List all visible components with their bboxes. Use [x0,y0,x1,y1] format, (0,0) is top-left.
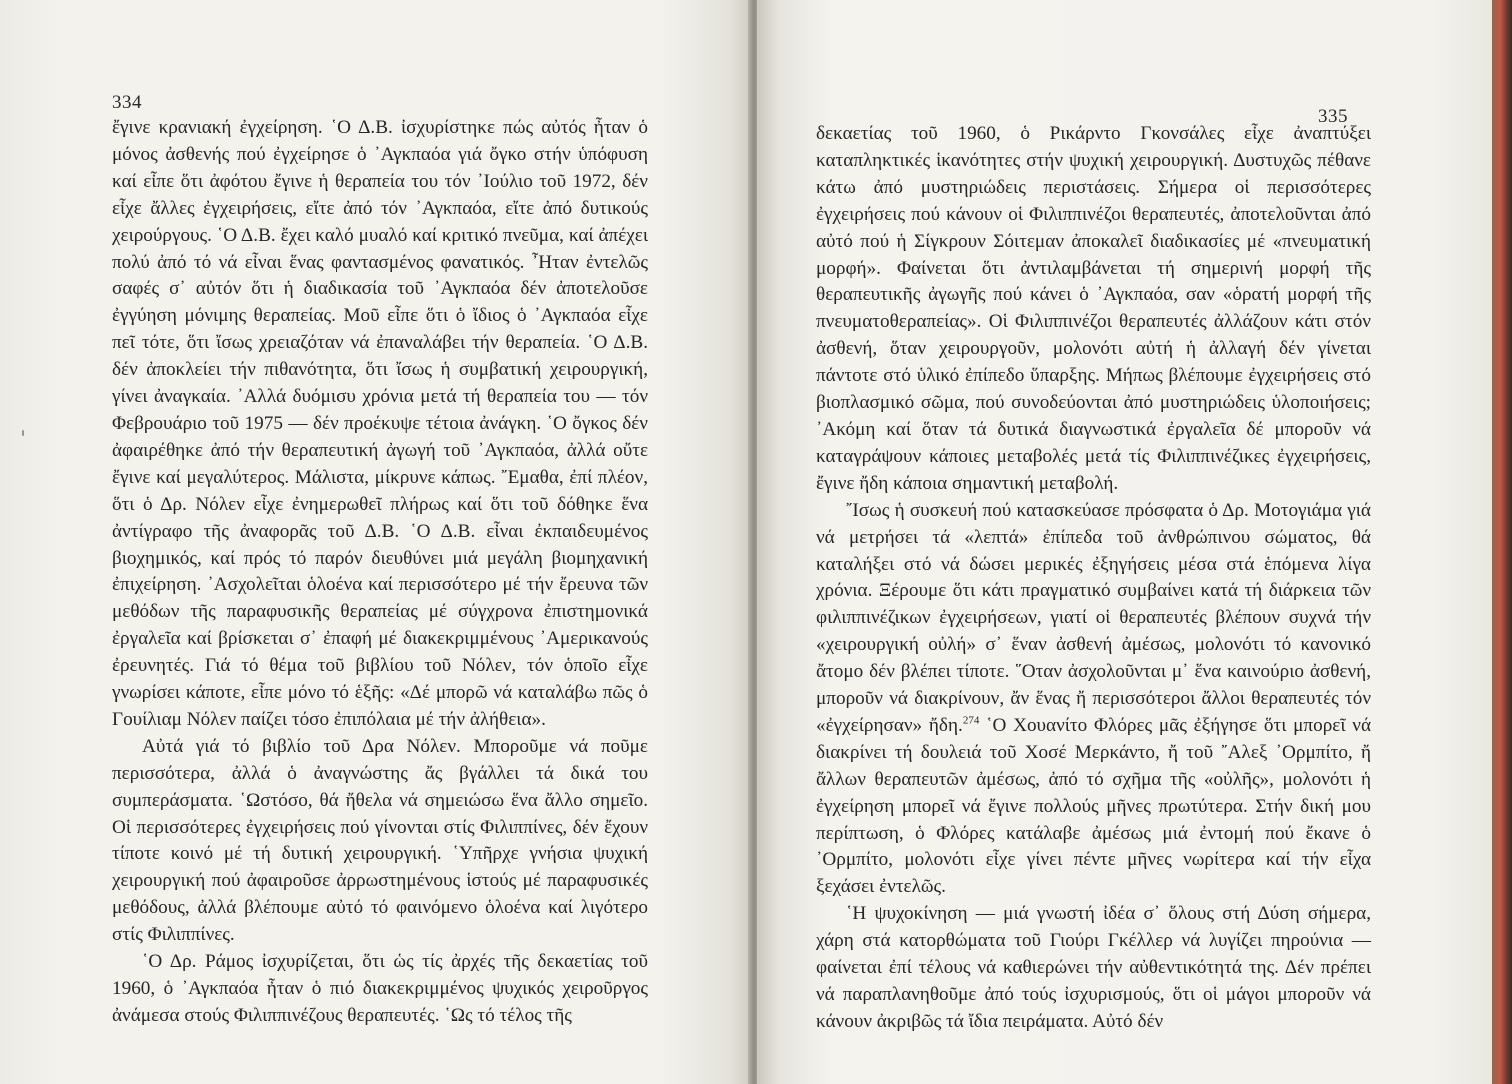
page-speck [22,430,24,436]
right-paragraph-3: ῾Η ψυχοκίνηση — μιά γνωστή ἰδέα σ᾿ ὅλους στή Δύση σήμερα, χάρη στά κατορθώματα τοῦ Γιούρι Γκέλλερ νά λυγίζει πηρούνια — φαίνεται ἐπί τέλους νά καθιερώνει τήν αὐθεντικότητά της. Δέν πρέπει νά παραπλανηθοῦμε ἀπό τούς ἰσχυρισμούς, ὅτι οἱ μάγοι μποροῦν νά κάνουν ἀκριβῶς τά ἴδια πειράματα. Αὐτό δέν [816,903,1371,1032]
footnote-reference: 274 [962,714,980,727]
left-page-number: 334 [112,92,142,113]
left-paragraph-1: ἔγινε κρανιακή ἐγχείρηση. ῾Ο Δ.Β. ἰσχυρίστηκε πώς αὐτός ἦταν ὁ μόνος ἀσθενής πού ἐγχείρησε ὁ ᾿Αγκπαόα γιά ὄγκο στήν ὑπόφυση καί εἶπε ὅτι ἀφότου ἔγινε ἡ θεραπεία του τόν ᾿Ιούλιο τοῦ 1972, δέν εἶχε ἄλλες ἐγχειρήσεις, εἴτε ἀπό τόν ᾿Αγκπαόα, εἴτε ἀπό δυτικούς χειρούργους. ῾Ο Δ.Β. ἔχει καλό μυαλό καί κριτικό πνεῦμα, καί ἀπέχει πολύ ἀπό τό νά εἶναι ἕνας φαντασμένος φανατικός. ῏Ηταν ἐντελῶς σαφές σ᾿ αὐτόν ὅτι ἡ διαδικασία τοῦ ᾿Αγκπαόα δέν ἀποτελοῦσε ἐγγύηση μόνιμης θεραπείας. Μοῦ εἶπε ὅτι ὁ ἴδιος ὁ ᾿Αγκπαόα εἶχε πεῖ τότε, ὅτι ἴσως χρειαζόταν νά ἐπαναλάβει τήν θεραπεία. ῾Ο Δ.Β. δέν ἀποκλείει τήν πιθανότητα, ὅτι ἴσως ἡ συμβατική χειρουργική, γίνει ἀναγκαία. ᾿Αλλά δυόμισυ χρόνια μετά τή θεραπεία του — τόν Φεβρουάριο τοῦ 1975 — δέν προέκυψε τέτοια ἀνάγκη. ῾Ο ὄγκος δέν ἀφαιρέθηκε ἀπό τήν θεραπευτική ἀγωγή τοῦ ᾿Αγκπαόα, ἀλλά οὔτε ἔγινε καί μεγαλύτερος. Μάλιστα, μίκρυνε κάπως. ῎Εμαθα, ἐπί πλέον, ὅτι ὁ Δρ. Νόλεν εἶχε ἐνημερωθεῖ πλήρως καί ὅτι τοῦ δόθηκε ἕνα ἀντίγραφο τῆς ἀναφορᾶς τοῦ Δ.Β. ῾Ο Δ.Β. εἶναι ἐκπαιδευμένος βιοχημικός, καί πρός τό παρόν διευθύνει μιά μεγάλη βιομηχανική ἐπιχείρηση. ᾿Ασχολεῖται ὁλοένα καί περισσότερο μέ τήν ἔρευνα τῶν μεθόδων τῆς παραφυσικῆς θεραπείας μέ σύγχρονα ἐπιστημονικά ἐργαλεῖα καί βρίσκεται σ᾿ ἐπαφή μέ διακεκριμμένους ᾿Αμερικανούς ἐρευνητές. Γιά τό θέμα τοῦ βιβλίου τοῦ Νόλεν, τόν ὁποῖο εἶχε γνωρίσει κάποτε, εἶπε μόνο τό ἑξῆς: «Δέ μπορῶ νά καταλάβω πῶς ὁ Γουίλιαμ Νόλεν παίζει τόσο ἐπιπόλαια μέ τήν ἀλήθεια». [112,117,648,730]
right-page [757,0,1492,1084]
left-paragraph-3: ῾Ο Δρ. Ράμος ἰσχυρίζεται, ὅτι ὡς τίς ἀρχές τῆς δεκαετίας τοῦ 1960, ὁ ᾿Αγκπαόα ἦταν ὁ πιό διακεκριμμένος ψυχικός χειροῦργος ἀνάμεσα στούς Φιλιππινέζους θεραπευτές. ῾Ως τό τέλος τῆς [112,951,648,1026]
right-page-text [816,121,1371,1036]
right-paragraph-2b-text: ῾Ο Χουανίτο Φλόρες μᾶς ἐξήγησε ὅτι μπορεῖ νά διακρίνει τή δουλειά τοῦ Χοσέ Μερκάντο, ἤ τοῦ ῎Αλεξ ᾿Ορμπίτο, ἤ ἄλλων θεραπευτῶν ἀμέσως, ἀπό τό σχῆμα τῆς «οὐλῆς», μολονότι ἡ ἐγχείρηση μπορεῖ νά ἔγινε πολλούς μῆνες πρωτύτερα. Στήν δική μου περίπτωση, ὁ Φλόρες κατάλαβε ἀμέσως μιά ἐντομή πού ἔκανε ὁ ᾿Ορμπίτο, μολονότι εἶχε γίνει πέντε μῆνες νωρίτερα καί τήν εἶχα ξεχάσει ἐντελῶς. [816,714,1371,898]
left-paragraph-2: Αὐτά γιά τό βιβλίο τοῦ Δρα Νόλεν. Μποροῦμε νά ποῦμε περισσότερα, ἀλλά ὁ ἀναγνώστης ἄς βγάλλει τά δικά του συμπεράσματα. ῾Ωστόσο, θά ἤθελα νά σημειώσω ἕνα ἄλλο σημεῖο. Οἱ περισσότερες ἐγχειρήσεις πού γίνονται στίς Φιλιππίνες, δέν ἔχουν τίποτε κοινό μέ τή δυτική χειρουργική. ῾Υπῆρχε γνήσια ψυχική χειρουργική πού ἀφαιροῦσε ἀρρωστημένους ἱστούς μέ παραφυσικές μεθόδους, ἀλλά βλέπουμε αὐτό τό φαινόμενο ὁλοένα καί λιγότερο στίς Φιλιππίνες. [112,735,648,946]
right-page-number: 335 [1318,106,1348,127]
left-page [0,0,752,1084]
book-edge [1492,0,1512,1084]
right-paragraph-2 [816,498,1371,902]
left-page-text [112,115,648,1030]
right-paragraph-1: δεκαετίας τοῦ 1960, ὁ Ρικάρντο Γκονσάλες εἶχε ἀναπτύξει καταπληκτικές ἱκανότητες στήν ψυχική χειρουργική. Δυστυχῶς πέθανε κάτω ἀπό μυστηριώδεις περιστάσεις. Σήμερα οἱ περισσότερες ἐγχειρήσεις πού κάνουν οἱ Φιλιππινέζοι θεραπευτές, ἀποτελοῦνται ἀπό αὐτό πού ἡ Σίγκρουν Σόιτεμαν ἀποκαλεῖ διαδικασίες μέ «πνευματική μορφή». Φαίνεται ὅτι ἀντιλαμβάνεται τή σημερινή μορφή τῆς θεραπευτικῆς ἀγωγῆς πού κάνει ὁ ᾿Αγκπαόα, σαν «ὁρατή μορφή τῆς πνευματοθεραπείας». Οἱ Φιλιππινέζοι θεραπευτές ἀλλάζουν κάτι στόν ἀσθενή, ὅταν χειρουργοῦν, μολονότι αὐτή ἡ ἀλλαγή δέν γίνεται πάντοτε στό ὑλικό ἐπίπεδο ὕπαρξης. Μήπως βλέπουμε ἐγχειρήσεις στό βιοπλασμικό σῶμα, πού συνοδεύονται ἀπό μυστηριώδεις ὑλοποιήσεις; ᾿Ακόμη καί ὅταν τά δυτικά διαγνωστικά ἐργαλεῖα δέ μποροῦν νά καταγράψουν κάποιες μεταβολές μετά τίς Φιλιππινέζικες ἐγχειρήσεις, ἔγινε ἤδη κάποια σημαντική μεταβολή. [816,123,1371,494]
right-paragraph-2-text: ῎Ισως ἡ συσκευή πού κατασκεύασε πρόσφατα ὁ Δρ. Μοτογιάμα γιά νά μετρήσει τά «λεπτά» ἐπίπεδα τοῦ ἀνθρώπινου σώματος, θά καταλήξει στό νά δώσει μερικές ἐξηγήσεις μέσα στά ἑπόμενα λίγα χρόνια. Ξέρουμε ὅτι κάτι πραγματικό συμβαίνει κατά τή διάρκεια τῶν φιλιππινέζικων ἐγχειρήσεων, γιατί οἱ θεραπευτές βλέπουν συχνά τήν «χειρουργική οὐλή» σ᾿ ἕναν ἀσθενή ἀμέσως, μολονότι τό κανονικό ἄτομο δέν βλέπει τίποτε. ῞Οταν ἀσχολοῦνται μ᾿ ἕνα καινούριο ἀσθενή, μποροῦν νά διακρίνουν, ἄν ἕνας ἤ περισσότεροι ἄλλοι θεραπευτές τόν «ἐγχείρησαν» ἤδη. [816,499,1371,736]
